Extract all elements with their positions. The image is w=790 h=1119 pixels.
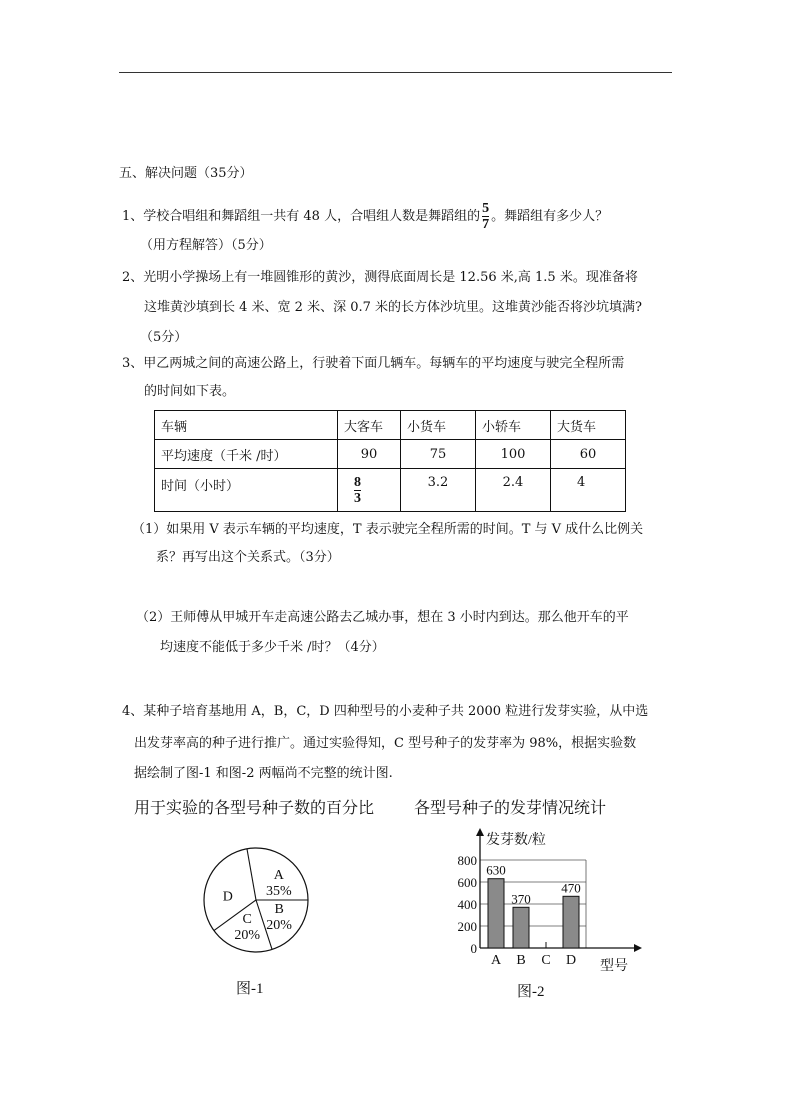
table-header-cell: 小货车 <box>401 411 476 440</box>
question-4-line-3: 据绘制了图-1 和图-2 两幅尚不完整的统计图. <box>134 766 393 781</box>
table-row <box>155 440 626 469</box>
table-header-cell: 大货车 <box>551 411 626 440</box>
question-3-line-1: 3、甲乙两城之间的高速公路上，行驶着下面几辆车。每辆车的平均速度与驶完全程所需 <box>122 356 625 371</box>
question-4-line-1: 4、某种子培育基地用 A，B，C，D 四种型号的小麦种子共 2000 粒进行发芽实验，从中选 <box>122 704 649 719</box>
bar-category-label: D <box>565 953 577 968</box>
table-frac-den: 3 <box>354 490 361 506</box>
question-2-line-3: （5分） <box>140 330 188 345</box>
pie-chart <box>190 840 330 960</box>
pie-slice-d-label: D <box>222 889 233 905</box>
question-3-sub2-line-1: （2）王师傅从甲城开车走高速公路去乙城办事，想在 3 小时内到达。那么他开车的平 <box>136 610 629 625</box>
q1-text-a: 1、学校合唱组和舞蹈组一共有 48 人，合唱组人数是舞蹈组的 <box>122 209 481 224</box>
bar-chart <box>440 826 660 976</box>
table-cell: 3.2 <box>401 469 476 512</box>
table-header-row <box>155 411 626 440</box>
pie-slice-a-value: 35% <box>266 883 292 899</box>
bar-chart-caption: 图-2 <box>517 984 545 1000</box>
pie-slice-a-label: A <box>273 867 284 883</box>
bar-d <box>563 896 579 948</box>
question-4-line-2: 出发芽率高的种子进行推广。通过实验得知，C 型号种子的发芽率为 98%，根据实验数 <box>134 736 637 751</box>
q1-frac-num: 5 <box>482 201 490 216</box>
table-header-cell: 大客车 <box>338 411 401 440</box>
q1-text-b: 。舞蹈组有多少人？ <box>491 209 609 224</box>
pie-slice-c-value: 20% <box>234 928 260 944</box>
table-header-cell: 车辆 <box>155 411 338 440</box>
bar-a <box>488 879 504 948</box>
pie-chart-caption: 图-1 <box>236 981 264 997</box>
table-fraction <box>354 476 361 505</box>
table-cell: 4 <box>551 469 626 512</box>
question-3-sub1-line-1: （1）如果用 V 表示车辆的平均速度，T 表示驶完全程所需的时间。T 与 V 成什么比例关 <box>132 522 644 537</box>
bar-y-tick-label: 600 <box>457 875 477 890</box>
table-cell: 100 <box>476 440 551 469</box>
bar-y-tick-label: 800 <box>457 853 477 868</box>
table-frac-num: 8 <box>354 474 361 490</box>
bar-x-axis-label: 型号 <box>600 959 628 974</box>
bar-chart-title: 各型号种子的发芽情况统计 <box>414 798 607 817</box>
question-3-sub2-line-2: 均速度不能低于多少千米 /时？（4分） <box>160 640 385 655</box>
table-cell: 2.4 <box>476 469 551 512</box>
bar-category-label: A <box>490 953 502 968</box>
table-cell: 90 <box>338 440 401 469</box>
bar-y-tick-label: 400 <box>457 897 477 912</box>
table-cell <box>338 469 401 512</box>
table-cell: 时间（小时） <box>155 469 338 512</box>
bar-category-label: B <box>516 953 526 968</box>
bar-d-value-label: 470 <box>561 880 581 896</box>
bar-y-tick-label: 0 <box>470 941 477 956</box>
pie-chart-title: 用于实验的各型号种子数的百分比 <box>134 798 375 817</box>
bar-y-axis-label: 发芽数/粒 <box>486 833 546 848</box>
table-cell: 平均速度（千米 /时） <box>155 440 338 469</box>
table-cell: 75 <box>401 440 476 469</box>
bar-b <box>513 907 529 948</box>
question-3-sub1-line-2: 系？再写出这个关系式。（3分） <box>156 550 340 565</box>
question-3-line-2: 的时间如下表。 <box>144 384 236 399</box>
header-rule <box>119 72 672 73</box>
bar-category-label: C <box>541 953 551 968</box>
question-1-line-1 <box>122 202 608 231</box>
pie-slice-c-label: C <box>242 912 252 928</box>
table-header-cell: 小轿车 <box>476 411 551 440</box>
table-cell: 60 <box>551 440 626 469</box>
question-2-line-2: 这堆黄沙填到长 4 米、宽 2 米、深 0.7 米的长方体沙坑里。这堆黄沙能否将沙坑填满? <box>144 300 642 315</box>
question-2-line-1: 2、光明小学操场上有一堆圆锥形的黄沙，测得底面周长是 12.56 米,高 1.5 米。现准备将 <box>122 270 638 285</box>
bar-a-value-label: 630 <box>486 862 506 878</box>
q1-fraction <box>482 202 489 231</box>
speed-time-table <box>154 410 626 512</box>
bar-x-axis-arrow <box>634 944 642 952</box>
question-1-line-2: （用方程解答）（5分） <box>140 238 272 253</box>
table-row <box>155 469 626 512</box>
bar-y-axis-arrow <box>476 828 484 836</box>
bar-y-tick-label: 200 <box>457 919 477 934</box>
pie-slice-b-value: 20% <box>266 917 292 933</box>
q1-frac-den: 7 <box>482 217 490 232</box>
pie-slice-b-label: B <box>274 901 284 917</box>
section-title: 五、解决问题（35分） <box>119 166 253 181</box>
bar-b-value-label: 370 <box>511 891 531 907</box>
